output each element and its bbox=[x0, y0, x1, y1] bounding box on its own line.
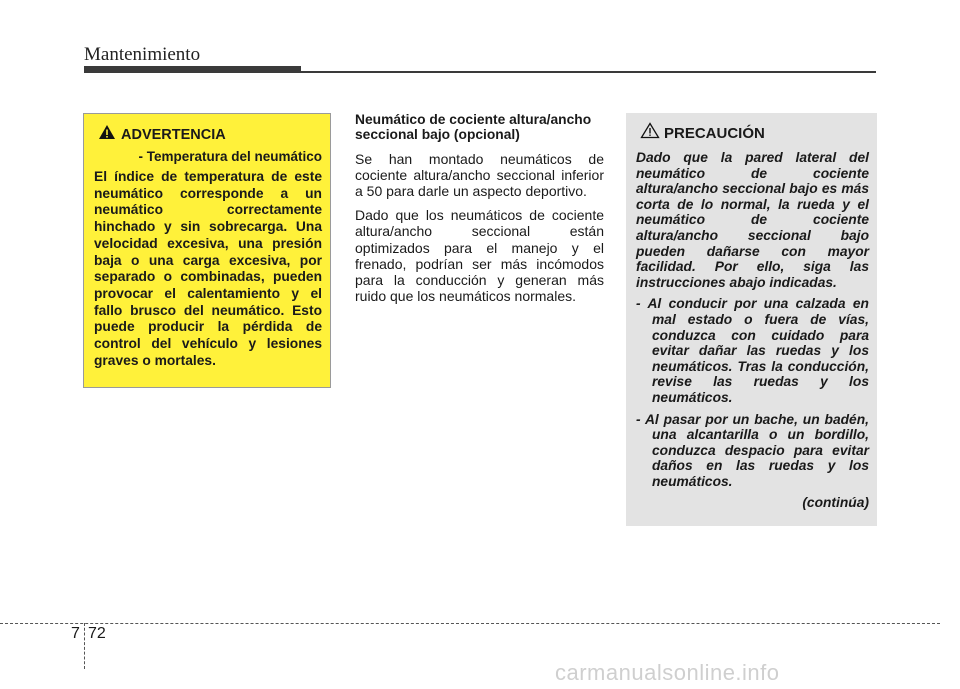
watermark: carmanualsonline.info bbox=[555, 660, 780, 685]
page-number: 72 bbox=[88, 625, 106, 642]
warning-title: ADVERTENCIA bbox=[121, 126, 226, 143]
middle-column bbox=[355, 112, 604, 304]
warning-text: El índice de temperatura de este neumático corresponde a un neumático correctamente hinchado y sin sobrecarga. Una velocidad excesiva, una presión baja o una carga excesiva, por separado o combinadas, pueden provocar el calentamiento y el fallo brusco del neumático. Esto puede producir la pérdida de control del vehículo y lesiones graves o mortales. bbox=[94, 169, 322, 368]
warning-triangle-icon bbox=[98, 124, 116, 145]
warning-subtitle: - Temperatura del neumático bbox=[138, 149, 322, 164]
caution-box bbox=[626, 113, 877, 526]
footer-divider bbox=[84, 623, 85, 669]
caution-item: - Al conducir por una calzada en mal estado o fuera de vías, conduzca con cuidado para evitar dañar las ruedas y los neumáticos. Tras la conducción, revise las ruedas y los neumáticos. bbox=[636, 296, 869, 405]
section-title: Mantenimiento bbox=[84, 44, 201, 65]
caution-item: - Al pasar por un bache, un badén, una alcantarilla o un bordillo, conduzca despacio para evitar daños en las ruedas y los neumáticos. bbox=[636, 411, 869, 489]
chapter-number: 7 bbox=[71, 625, 80, 642]
header-rule-thick bbox=[84, 66, 301, 73]
middle-paragraph: Dado que los neumáticos de cociente altura/ancho seccional están optimizados para el manejo y el frenado, podrían ser más incómodos para la conducción y generan más ruido que los neumáticos normales. bbox=[355, 207, 604, 305]
header-rule-thin bbox=[301, 71, 876, 73]
caution-header bbox=[640, 122, 869, 144]
footer-rule bbox=[0, 623, 940, 624]
warning-header bbox=[98, 124, 322, 145]
caution-triangle-icon bbox=[640, 122, 660, 144]
caution-title: PRECAUCIÓN bbox=[664, 124, 765, 142]
warning-box bbox=[83, 113, 331, 388]
caution-continued: (continúa) bbox=[802, 495, 869, 511]
middle-title: Neumático de cociente altura/ancho seccional bajo (opcional) bbox=[355, 112, 592, 143]
middle-paragraph: Se han montado neumáticos de cociente altura/ancho seccional inferior a 50 para darle un aspecto deportivo. bbox=[355, 150, 604, 199]
caution-intro: Dado que la pared lateral del neumático de cociente altura/ancho seccional bajo es más corta de lo normal, la rueda y el neumático de cociente altura/ancho seccional bajo pueden dañarse con mayor facilidad. Por ello, siga las instrucciones abajo indicadas. bbox=[636, 150, 869, 290]
